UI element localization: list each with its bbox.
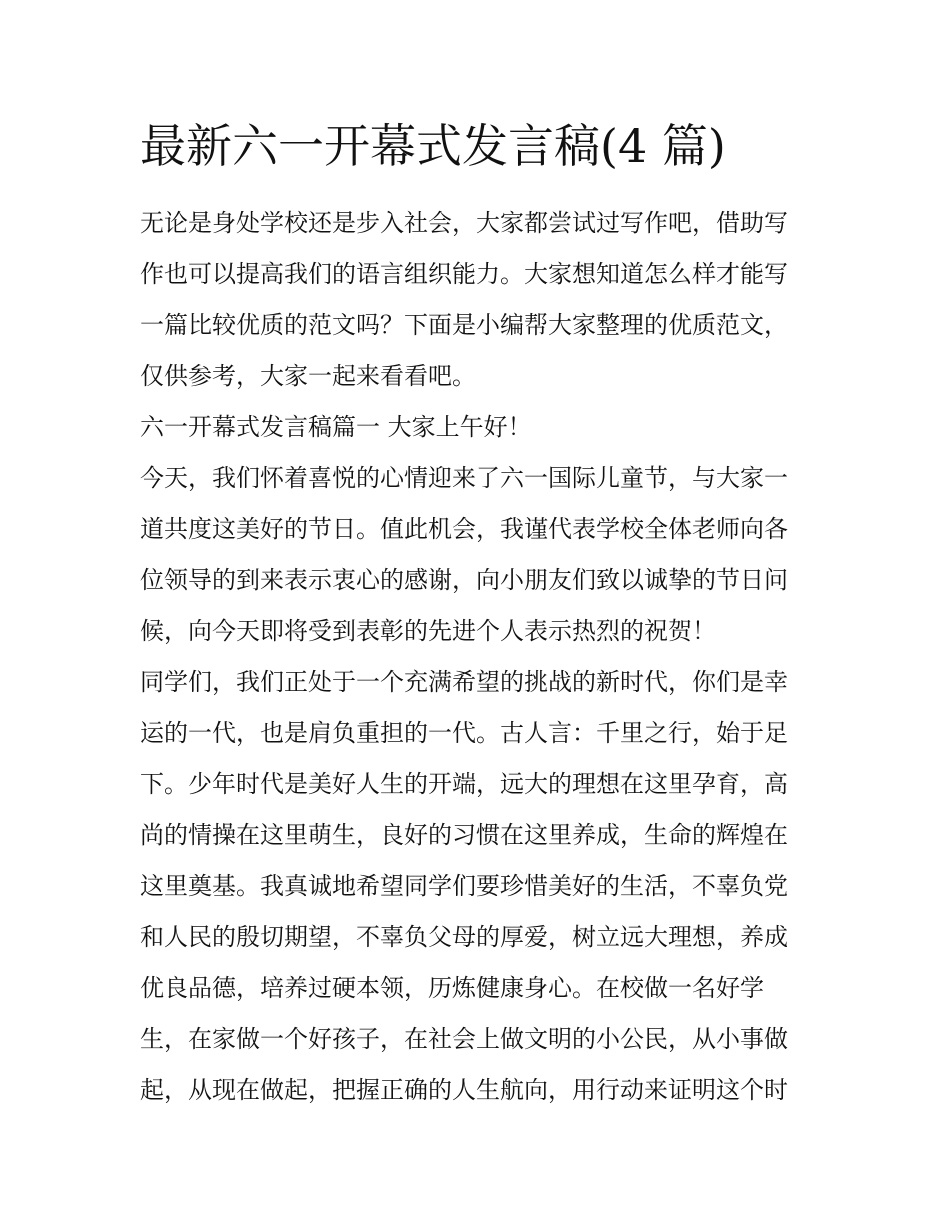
document-title: 最新六一开幕式发言稿(4 篇) xyxy=(140,119,726,173)
text-line: 位领导的到来表示衷心的感谢，向小朋友们致以诚挚的节日问 xyxy=(140,566,788,594)
text-line: 和人民的殷切期望，不辜负父母的厚爱，树立远大理想，养成 xyxy=(140,923,788,951)
text-line: 这里奠基。我真诚地希望同学们要珍惜美好的生活，不辜负党 xyxy=(140,872,788,900)
text-line: 生，在家做一个好孩子，在社会上做文明的小公民，从小事做 xyxy=(140,1025,788,1053)
text-line: 尚的情操在这里萌生，良好的习惯在这里养成，生命的辉煌在 xyxy=(140,821,788,849)
text-line: 道共度这美好的节日。值此机会，我谨代表学校全体老师向各 xyxy=(140,515,788,543)
text-line: 同学们，我们正处于一个充满希望的挑战的新时代，你们是幸 xyxy=(140,668,788,696)
text-line: 运的一代，也是肩负重担的一代。古人言：千里之行，始于足 xyxy=(140,719,788,747)
document-body xyxy=(140,198,830,1116)
text-line: 仅供参考，大家一起来看看吧。 xyxy=(140,362,476,390)
section-heading-line: 六一开幕式发言稿篇一 大家上午好！ xyxy=(140,413,532,441)
text-line: 优良品德，培养过硬本领，历炼健康身心。在校做一名好学 xyxy=(140,974,764,1002)
text-line: 今天，我们怀着喜悦的心情迎来了六一国际儿童节，与大家一 xyxy=(140,464,788,492)
text-line: 作也可以提高我们的语言组织能力。大家想知道怎么样才能写 xyxy=(140,260,788,288)
text-line: 候，向今天即将受到表彰的先进个人表示热烈的祝贺！ xyxy=(140,617,716,645)
text-line: 无论是身处学校还是步入社会，大家都尝试过写作吧，借助写 xyxy=(140,209,788,237)
text-line: 起，从现在做起，把握正确的人生航向，用行动来证明这个时 xyxy=(140,1076,788,1104)
text-line: 下。少年时代是美好人生的开端，远大的理想在这里孕育，高 xyxy=(140,770,788,798)
text-line: 一篇比较优质的范文吗？下面是小编帮大家整理的优质范文， xyxy=(140,311,788,339)
